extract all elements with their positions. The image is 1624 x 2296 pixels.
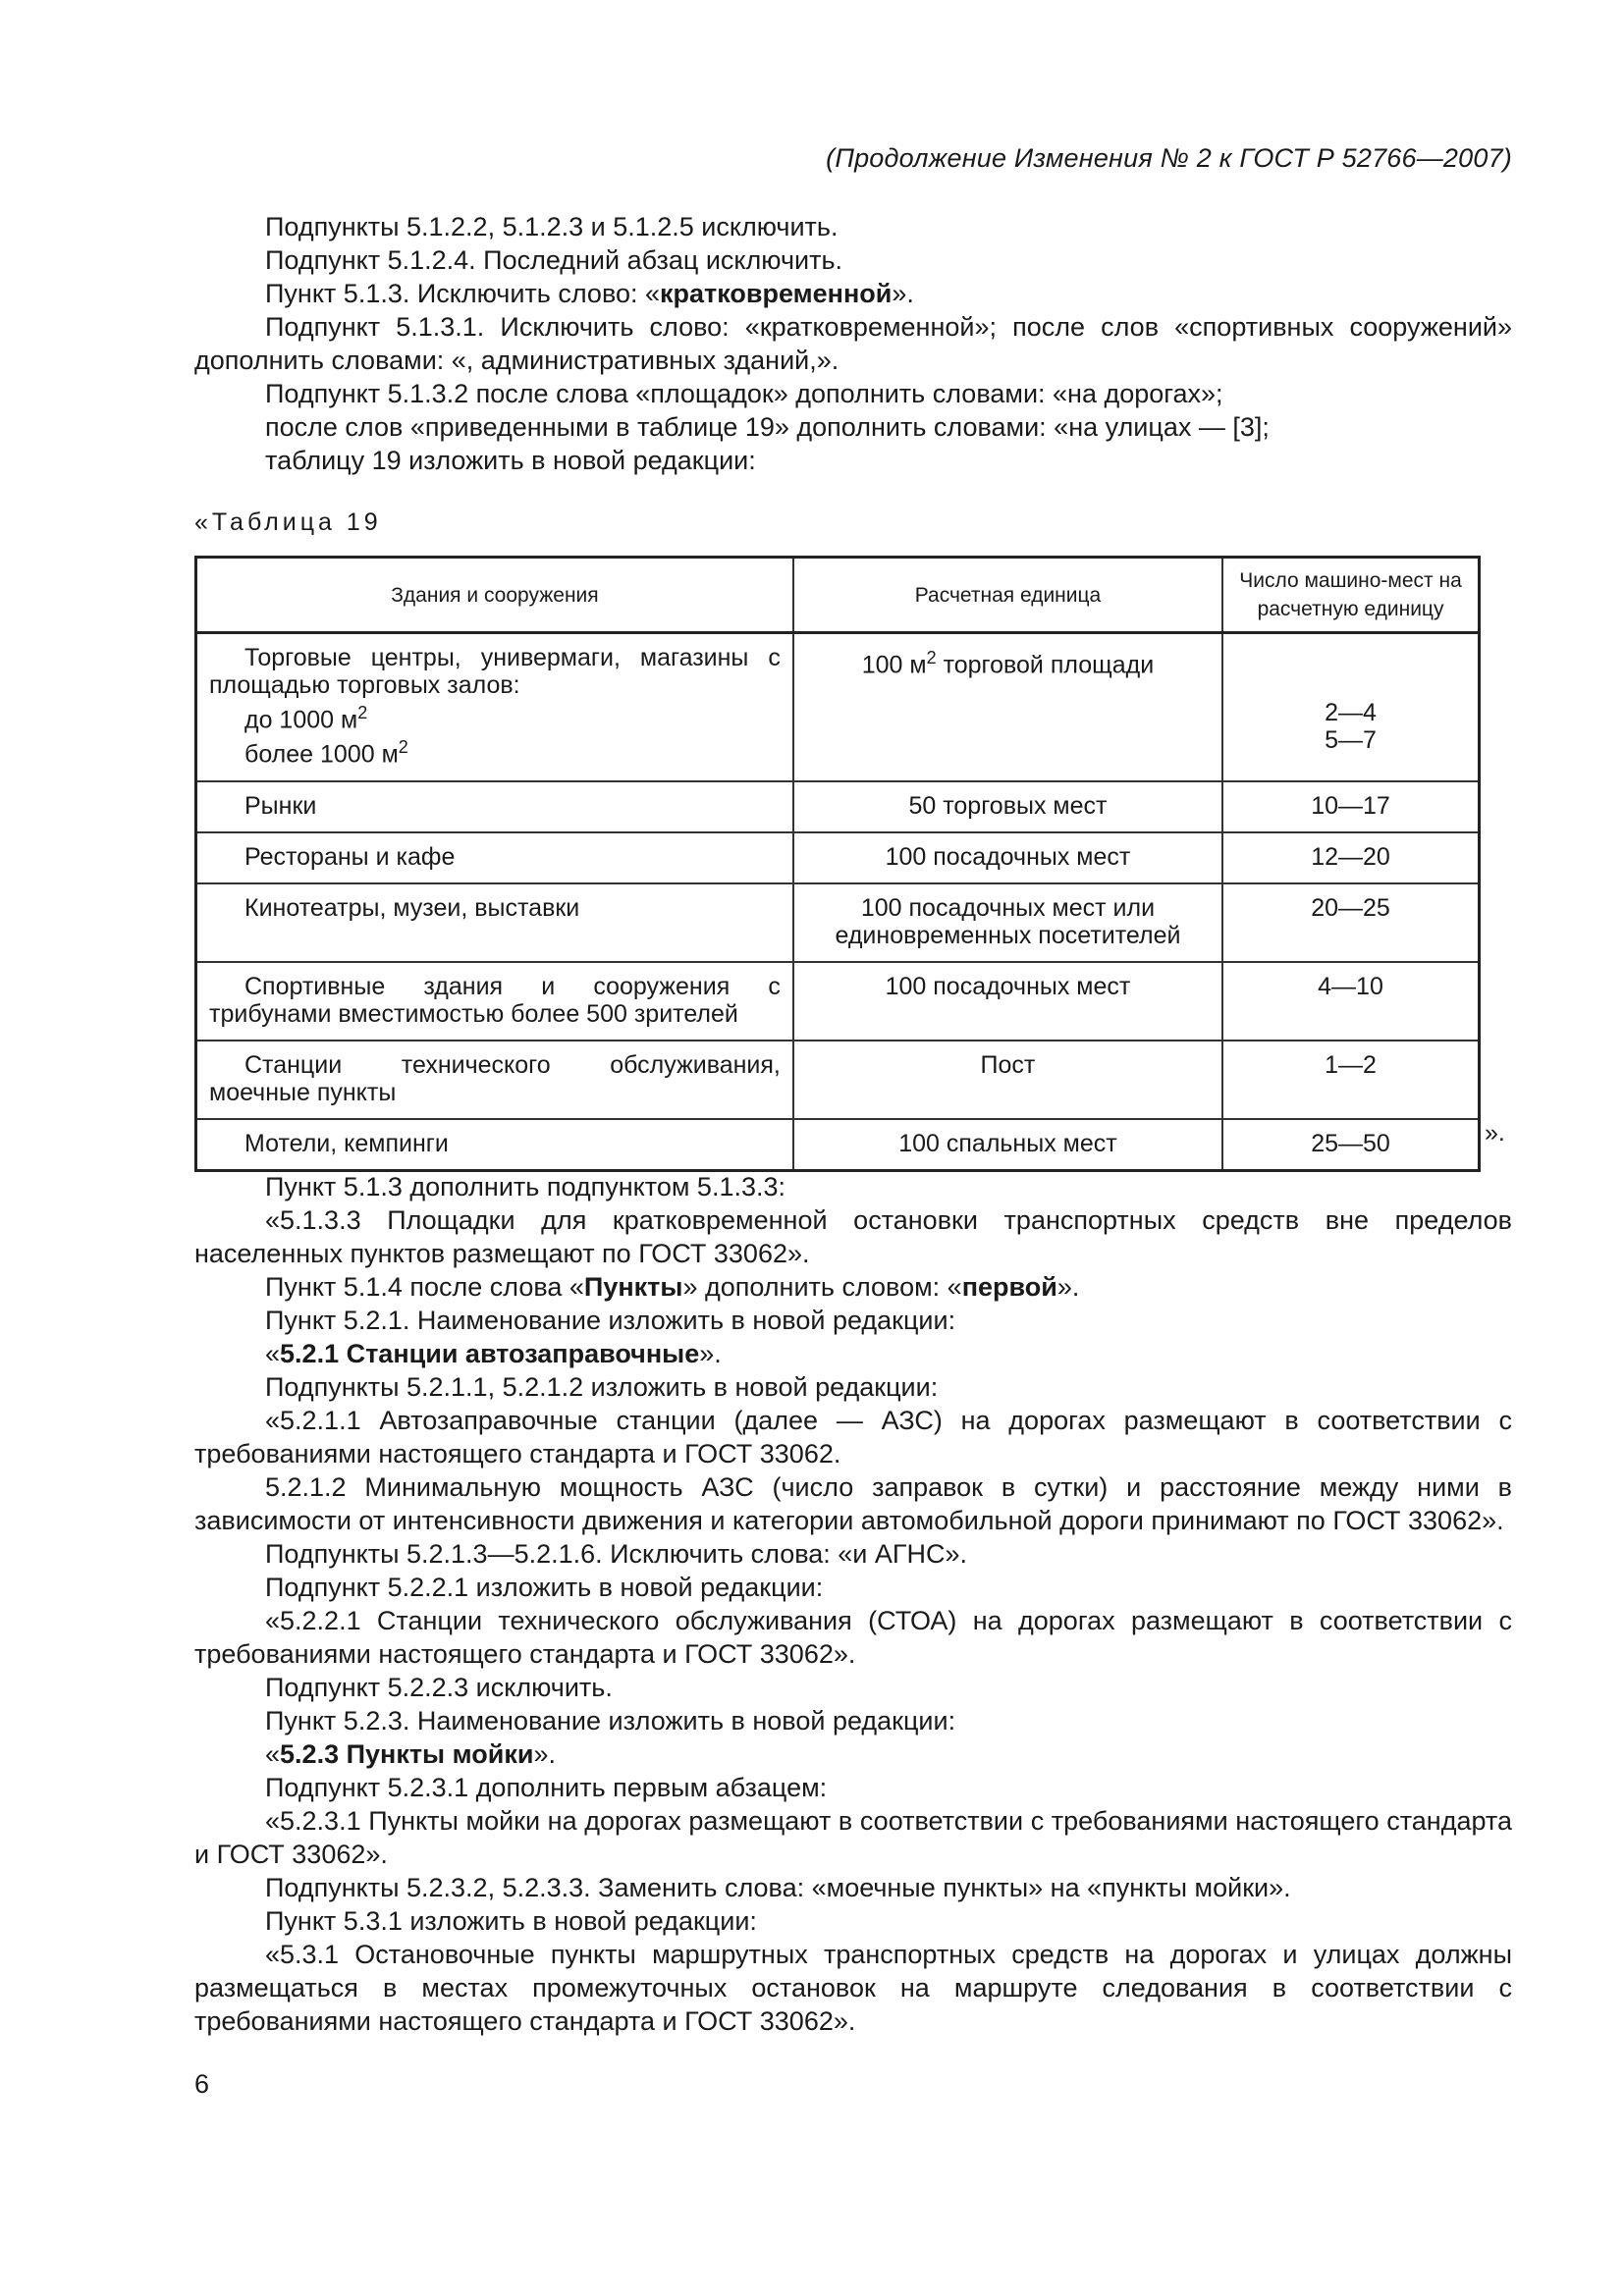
header-buildings: Здания и сооружения xyxy=(196,558,793,633)
paragraph: Подпункты 5.1.2.2, 5.1.2.3 и 5.1.2.5 исключить. xyxy=(265,212,839,241)
page-number: 6 xyxy=(194,2069,210,2099)
paragraph: Пункт 5.1.3. Исключить слово: «кратковременной». xyxy=(265,279,914,308)
paragraph: «5.3.1 Остановочные пункты маршрутных транспортных средств на дорогах и улицах должны размещаться в местах промежуточных остановок на маршруте следования в соответствии с требованиями настоящего стандарта и ГОСТ 33062». xyxy=(194,1940,1512,2036)
table-row xyxy=(196,1119,1480,1171)
cell-unit: 100 посадочных мест или единовременных посетителей xyxy=(793,883,1222,962)
cell-unit: 100 посадочных мест xyxy=(793,962,1222,1041)
table-row xyxy=(196,633,1480,781)
cell-building: Рынки xyxy=(196,781,793,832)
table-caption: «Таблица 19 xyxy=(194,508,382,536)
cell-building: Станции технического обслуживания, моечные пункты xyxy=(196,1041,793,1119)
paragraph: Пункт 5.1.3 дополнить подпунктом 5.1.3.3: xyxy=(265,1172,786,1201)
paragraph: «5.2.3 Пункты мойки». xyxy=(265,1739,556,1769)
paragraph: «5.2.3.1 Пункты мойки на дорогах размещают в соответствии с требованиями настоящего стандарта и ГОСТ 33062». xyxy=(194,1806,1512,1869)
cell-building xyxy=(196,633,793,781)
paragraph: Подпункты 5.2.1.1, 5.2.1.2 изложить в новой редакции: xyxy=(265,1372,939,1402)
header-unit: Расчетная единица xyxy=(793,558,1222,633)
table-row xyxy=(196,883,1480,962)
paragraph: Пункт 5.2.1. Наименование изложить в новой редакции: xyxy=(265,1306,956,1335)
table-row xyxy=(196,832,1480,883)
paragraph: Подпункт 5.1.3.1. Исключить слово: «кратковременной»; после слов «спортивных сооружений» дополнить словами: «, административных зданий,». xyxy=(194,312,1512,375)
cell-unit: Пост xyxy=(793,1041,1222,1119)
paragraph: Подпункт 5.1.3.2 после слова «площадок» дополнить словами: «на дорогах»; xyxy=(265,379,1223,408)
table-19 xyxy=(194,556,1481,1172)
paragraph: Подпункт 5.1.2.4. Последний абзац исключить. xyxy=(265,245,843,275)
cell-value: 10—17 xyxy=(1222,781,1479,832)
cell-value: 12—20 xyxy=(1222,832,1479,883)
paragraph: Подпункт 5.2.2.3 исключить. xyxy=(265,1673,613,1702)
cell-unit: 50 торговых мест xyxy=(793,781,1222,832)
building-name: Торговые центры, универмаги, магазины с площадью торговых залов: xyxy=(209,644,781,699)
value: 5—7 xyxy=(1325,726,1377,754)
sub-category: до 1000 $м^2$ xyxy=(244,703,368,734)
paragraph: «5.1.3.3 Площадки для кратковременной остановки транспортных средств вне пределов населенных пунктов размещают по ГОСТ 33062». xyxy=(194,1205,1512,1268)
cell-value: 25—50 xyxy=(1222,1119,1479,1171)
table-row xyxy=(196,1041,1480,1119)
paragraph: Пункт 5.3.1 изложить в новой редакции: xyxy=(265,1906,757,1936)
cell-building: Спортивные здания и сооружения с трибунами вместимостью более 500 зрителей xyxy=(196,962,793,1041)
paragraph: «5.2.2.1 Станции технического обслуживания (СТОА) на дорогах размещают в соответствии с требованиями настоящего стандарта и ГОСТ 33062». xyxy=(194,1606,1512,1669)
cell-unit: 100 спальных мест xyxy=(793,1119,1222,1171)
cell-unit: 100 посадочных мест xyxy=(793,832,1222,883)
paragraph: Пункт 5.1.4 после слова «Пункты» дополнить словом: «первой». xyxy=(265,1272,1080,1302)
cell-value xyxy=(1222,633,1479,781)
paragraph: Подпункт 5.2.3.1 дополнить первым абзацем: xyxy=(265,1773,828,1802)
cell-building: Рестораны и кафе xyxy=(196,832,793,883)
paragraph: Подпункты 5.2.3.2, 5.2.3.3. Заменить слова: «моечные пункты» на «пункты мойки». xyxy=(265,1873,1291,1902)
body-section xyxy=(194,1170,1512,2038)
paragraph: «5.2.1.1 Автозаправочные станции (далее — АЗС) на дорогах размещают в соответствии с требованиями настоящего стандарта и ГОСТ 33062. xyxy=(194,1406,1512,1468)
cell-building: Мотели, кемпинги xyxy=(196,1119,793,1171)
intro-section xyxy=(194,210,1512,477)
table-row xyxy=(196,962,1480,1041)
cell-value: 20—25 xyxy=(1222,883,1479,962)
page-header: (Продолжение Изменения № 2 к ГОСТ Р 52766—2007) xyxy=(826,143,1512,173)
table-row xyxy=(196,781,1480,832)
value: 2—4 xyxy=(1325,699,1377,726)
paragraph: после слов «приведенными в таблице 19» дополнить словами: «на улицах — [3]; xyxy=(265,412,1270,442)
paragraph: Пункт 5.2.3. Наименование изложить в новой редакции: xyxy=(265,1706,956,1735)
table-header-row xyxy=(196,558,1480,633)
paragraph: Подпункт 5.2.2.1 изложить в новой редакции: xyxy=(265,1573,824,1602)
paragraph: Подпункты 5.2.1.3—5.2.1.6. Исключить слова: «и АГНС». xyxy=(265,1539,968,1569)
cell-building: Кинотеатры, музеи, выставки xyxy=(196,883,793,962)
header-spaces: Число машино-мест на расчетную единицу xyxy=(1222,558,1479,633)
sub-category: более 1000 $м^2$ xyxy=(244,737,408,769)
table-close-quote: ». xyxy=(1485,1119,1505,1147)
cell-value: 4—10 xyxy=(1222,962,1479,1041)
paragraph: таблицу 19 изложить в новой редакции: xyxy=(265,446,756,475)
paragraph: 5.2.1.2 Минимальную мощность АЗС (число заправок в сутки) и расстояние между ними в зависимости от интенсивности движения и категории автомобильной дороги принимают по ГОСТ 33062». xyxy=(194,1472,1512,1535)
cell-value: 1—2 xyxy=(1222,1041,1479,1119)
paragraph: «5.2.1 Станции автозаправочные». xyxy=(265,1339,722,1368)
cell-unit: 100 $м^2$ торговой площади xyxy=(793,633,1222,781)
